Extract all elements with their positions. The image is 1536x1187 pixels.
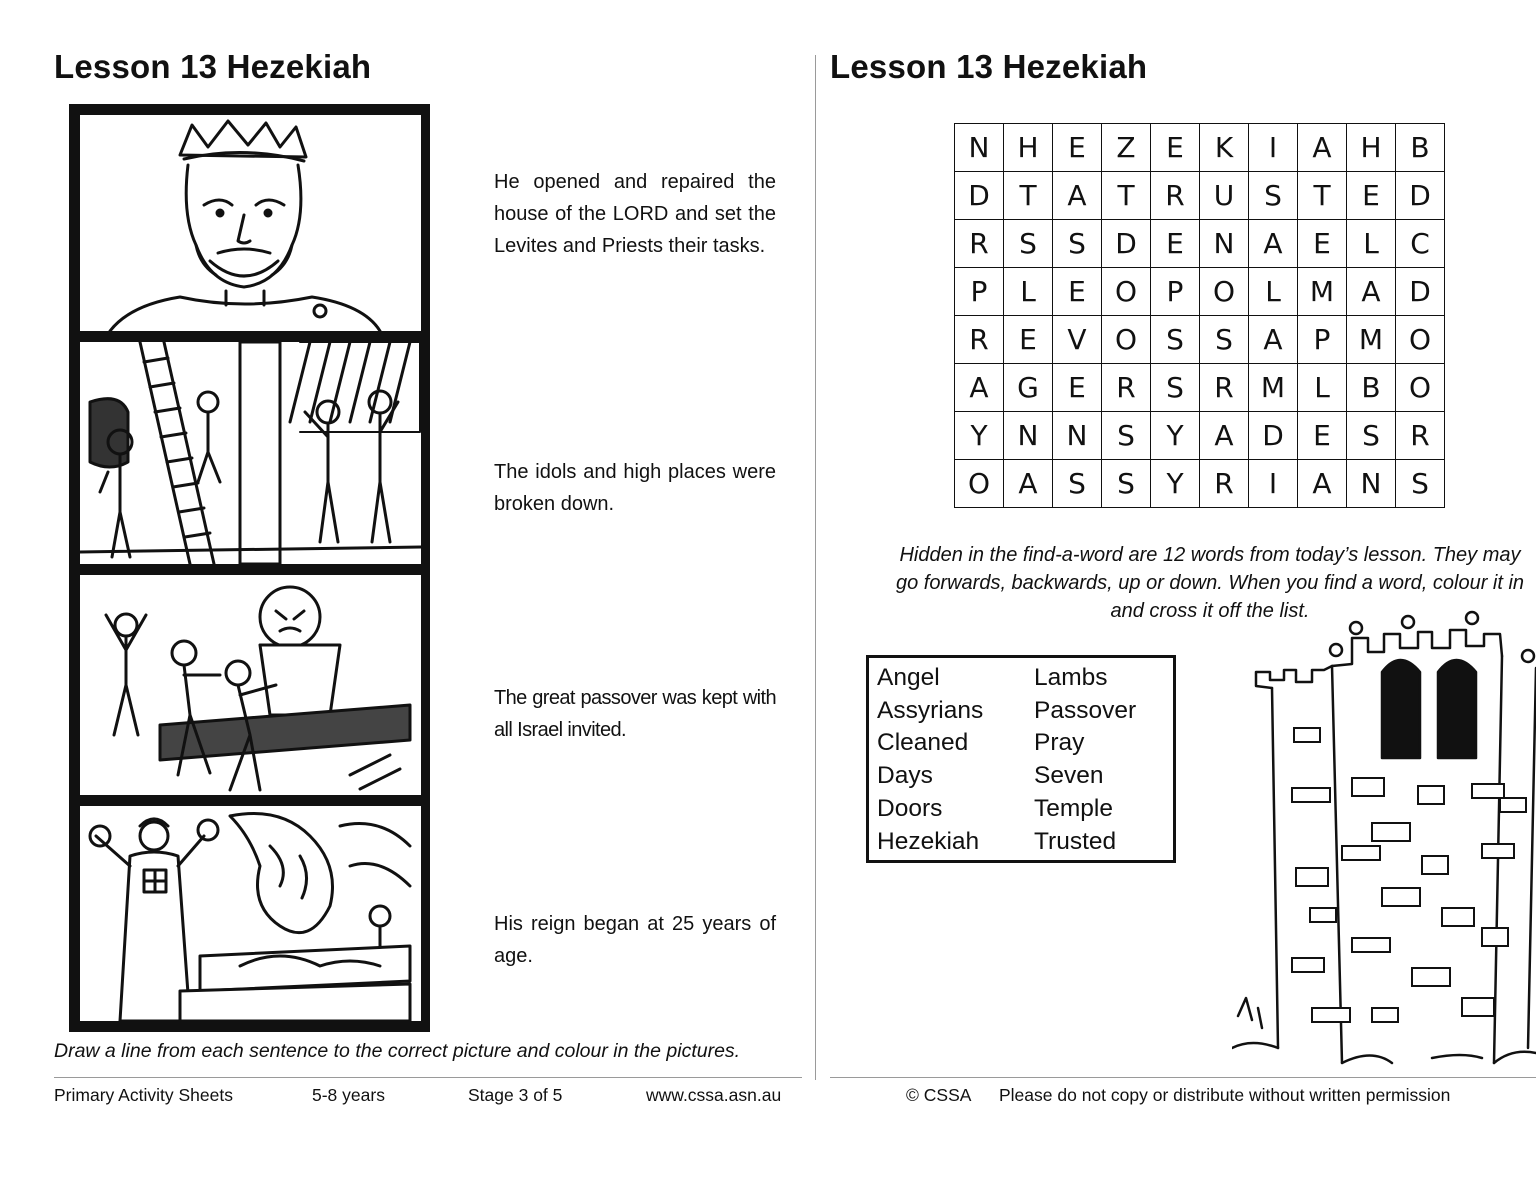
hint-line: and cross it off the list. [1110, 600, 1310, 622]
grid-row [955, 124, 1445, 172]
castle-brick [1312, 1008, 1350, 1022]
grid-row [955, 412, 1445, 460]
castle-brick [1412, 968, 1450, 986]
footer-website-link[interactable]: www.cssa.asn.au [646, 1085, 782, 1105]
grid-cell[interactable]: N [1347, 460, 1396, 508]
grid-cell[interactable]: N [1200, 220, 1249, 268]
grid-cell[interactable]: E [1298, 220, 1347, 268]
castle-brick [1418, 786, 1444, 804]
word-list-column-1 [877, 662, 983, 858]
grid-cell[interactable]: D [1396, 172, 1445, 220]
grid-cell[interactable]: D [955, 172, 1004, 220]
castle-brick [1352, 938, 1390, 952]
grid-cell[interactable]: S [1004, 220, 1053, 268]
grid-cell[interactable]: A [1249, 220, 1298, 268]
grid-cell[interactable]: I [1249, 124, 1298, 172]
grid-cell[interactable]: R [1396, 412, 1445, 460]
find-a-word-grid[interactable] [954, 123, 1445, 508]
sentence-reign-began: His reign began at 25 years of age. [494, 913, 776, 967]
grid-cell[interactable]: O [1102, 268, 1151, 316]
grid-cell[interactable]: E [1053, 364, 1102, 412]
castle-brick [1462, 998, 1494, 1016]
footer-permission-notice: Please do not copy or distribute without written permission [999, 1085, 1451, 1105]
grid-cell[interactable]: S [1200, 316, 1249, 364]
grid-cell[interactable]: B [1347, 364, 1396, 412]
grid-cell[interactable]: E [1347, 172, 1396, 220]
word-list-item[interactable]: Doors [877, 794, 943, 822]
word-list-box [866, 655, 1176, 863]
castle-tower-icon [1232, 608, 1536, 1068]
word-list-item[interactable]: Cleaned [877, 729, 969, 757]
grid-cell[interactable]: N [1053, 412, 1102, 460]
word-list-item[interactable]: Lambs [1034, 664, 1108, 691]
castle-brick [1310, 908, 1336, 922]
left-page-title: Lesson 13 Hezekiah [54, 48, 372, 85]
grid-cell[interactable]: R [1102, 364, 1151, 412]
grid-cell[interactable]: O [955, 460, 1004, 508]
grid-cell[interactable]: A [955, 364, 1004, 412]
grid-cell[interactable]: T [1004, 172, 1053, 220]
grid-cell[interactable]: T [1102, 172, 1151, 220]
castle-brick [1372, 1008, 1398, 1022]
footer-ages: 5-8 years [312, 1085, 385, 1105]
passover-celebration-icon [80, 806, 421, 1021]
grid-cell[interactable]: O [1102, 316, 1151, 364]
grid-cell[interactable]: T [1298, 172, 1347, 220]
grid-cell[interactable]: V [1053, 316, 1102, 364]
grid-cell[interactable]: I [1249, 460, 1298, 508]
grid-cell[interactable]: M [1347, 316, 1396, 364]
picture-strip [69, 104, 430, 1032]
grid-cell[interactable]: H [1004, 124, 1053, 172]
footer-copyright: © CSSA [906, 1085, 972, 1105]
grid-cell[interactable]: E [1004, 316, 1053, 364]
left-footer-rule [54, 1077, 802, 1078]
grid-cell[interactable]: E [1053, 124, 1102, 172]
grid-row [955, 316, 1445, 364]
castle-brick [1352, 778, 1384, 796]
grid-cell[interactable]: L [1249, 268, 1298, 316]
grid-cell[interactable]: S [1053, 220, 1102, 268]
grid-cell[interactable]: L [1004, 268, 1053, 316]
grid-cell[interactable]: Y [955, 412, 1004, 460]
word-list-item[interactable]: Seven [1034, 762, 1104, 790]
grid-cell[interactable]: O [1396, 364, 1445, 412]
sentence-passover: The great passover was kept with all Israel invited. [494, 687, 776, 741]
hint-line: go forwards, backwards, up or down. When you find a word, colour it in [895, 572, 1525, 594]
picture-carrying-panel[interactable] [80, 575, 421, 795]
grid-cell[interactable]: A [1053, 172, 1102, 220]
castle-brick [1296, 868, 1328, 886]
grid-cell[interactable]: S [1347, 412, 1396, 460]
grid-cell[interactable]: Y [1151, 460, 1200, 508]
grid-cell[interactable]: R [1200, 460, 1249, 508]
grid-cell[interactable]: A [1298, 460, 1347, 508]
grid-row [955, 460, 1445, 508]
grid-cell[interactable]: Z [1102, 124, 1151, 172]
word-list-item[interactable]: Passover [1034, 696, 1137, 724]
grid-cell[interactable]: R [1151, 172, 1200, 220]
word-list-item[interactable]: Pray [1034, 729, 1085, 757]
grid-row [955, 364, 1445, 412]
grid-cell[interactable]: E [1298, 412, 1347, 460]
grid-cell[interactable]: A [1200, 412, 1249, 460]
picture-passover-panel[interactable] [80, 806, 421, 1021]
right-footer-rule [830, 1077, 1536, 1078]
grid-cell[interactable]: O [1396, 316, 1445, 364]
grid-cell[interactable]: N [955, 124, 1004, 172]
castle-brick [1442, 908, 1474, 926]
grid-cell[interactable]: M [1298, 268, 1347, 316]
grid-cell[interactable]: D [1249, 412, 1298, 460]
word-list-item[interactable]: Angel [877, 664, 940, 691]
people-tearing-down-idols-icon [80, 342, 421, 564]
grid-cell[interactable]: S [1249, 172, 1298, 220]
castle-brick [1294, 728, 1320, 742]
grid-cell[interactable]: L [1347, 220, 1396, 268]
hint-line: Hidden in the find-a-word are 12 words from today’s lesson. They may [899, 544, 1521, 566]
grid-cell[interactable]: H [1347, 124, 1396, 172]
grid-cell[interactable]: Y [1151, 412, 1200, 460]
grid-cell[interactable]: M [1249, 364, 1298, 412]
right-page-title: Lesson 13 Hezekiah [830, 48, 1148, 85]
grid-cell[interactable]: E [1151, 220, 1200, 268]
picture-king-panel[interactable] [80, 115, 421, 331]
word-list-item[interactable]: Assyrians [877, 696, 984, 724]
castle-brick [1292, 958, 1324, 972]
castle-brick [1342, 846, 1380, 860]
grid-cell[interactable]: O [1200, 268, 1249, 316]
castle-picture[interactable] [1232, 608, 1536, 1068]
word-list-item[interactable]: Days [877, 762, 933, 790]
grid-cell[interactable]: S [1151, 364, 1200, 412]
grid-cell[interactable]: K [1200, 124, 1249, 172]
castle-brick [1422, 856, 1448, 874]
grid-cell[interactable]: N [1004, 412, 1053, 460]
grid-row [955, 268, 1445, 316]
page-divider [815, 55, 816, 1080]
castle-brick [1472, 784, 1504, 798]
grid-cell[interactable]: A [1298, 124, 1347, 172]
word-list-column-2 [1034, 662, 1136, 858]
grid-cell[interactable]: B [1396, 124, 1445, 172]
sentence-repaired-house: He opened and repaired the house of the LORD and set the Levites and Priests their tasks. [494, 171, 776, 257]
footer-stage: Stage 3 of 5 [468, 1085, 563, 1105]
sentence-idols-broken: The idols and high places were broken down. [494, 461, 776, 515]
grid-cell[interactable]: D [1102, 220, 1151, 268]
word-list-item[interactable]: Trusted [1034, 827, 1117, 855]
word-list-item[interactable]: Hezekiah [877, 827, 980, 855]
grid-cell[interactable]: E [1151, 124, 1200, 172]
crowned-king-icon [80, 115, 421, 331]
castle-brick [1372, 823, 1410, 841]
people-carrying-idol-icon [80, 575, 421, 795]
grid-cell[interactable]: P [1151, 268, 1200, 316]
grid-cell[interactable]: R [955, 220, 1004, 268]
grid-cell[interactable]: S [1053, 460, 1102, 508]
grid-cell[interactable]: S [1102, 412, 1151, 460]
grid-cell[interactable]: P [1298, 316, 1347, 364]
grid-cell[interactable]: C [1396, 220, 1445, 268]
castle-brick [1500, 798, 1526, 812]
grid-cell[interactable]: D [1396, 268, 1445, 316]
footer-series: Primary Activity Sheets [54, 1085, 233, 1105]
grid-row [955, 172, 1445, 220]
grid-cell[interactable]: L [1298, 364, 1347, 412]
grid-cell[interactable]: S [1151, 316, 1200, 364]
grid-cell[interactable]: A [1347, 268, 1396, 316]
grid-cell[interactable]: R [1200, 364, 1249, 412]
castle-brick [1482, 928, 1508, 946]
matching-instruction: Draw a line from each sentence to the correct picture and colour in the pictures. [54, 1040, 741, 1062]
grid-row [955, 220, 1445, 268]
grid-cell[interactable]: S [1102, 460, 1151, 508]
castle-brick [1292, 788, 1330, 802]
grid-cell[interactable]: U [1200, 172, 1249, 220]
grid-cell[interactable]: A [1004, 460, 1053, 508]
grid-cell[interactable]: R [955, 316, 1004, 364]
grid-cell[interactable]: P [955, 268, 1004, 316]
word-list-item[interactable]: Temple [1034, 794, 1113, 822]
castle-brick [1382, 888, 1420, 906]
grid-cell[interactable]: E [1053, 268, 1102, 316]
grid-cell[interactable]: S [1396, 460, 1445, 508]
castle-brick [1482, 844, 1514, 858]
grid-cell[interactable]: A [1249, 316, 1298, 364]
grid-cell[interactable]: G [1004, 364, 1053, 412]
picture-idols-panel[interactable] [80, 342, 421, 564]
